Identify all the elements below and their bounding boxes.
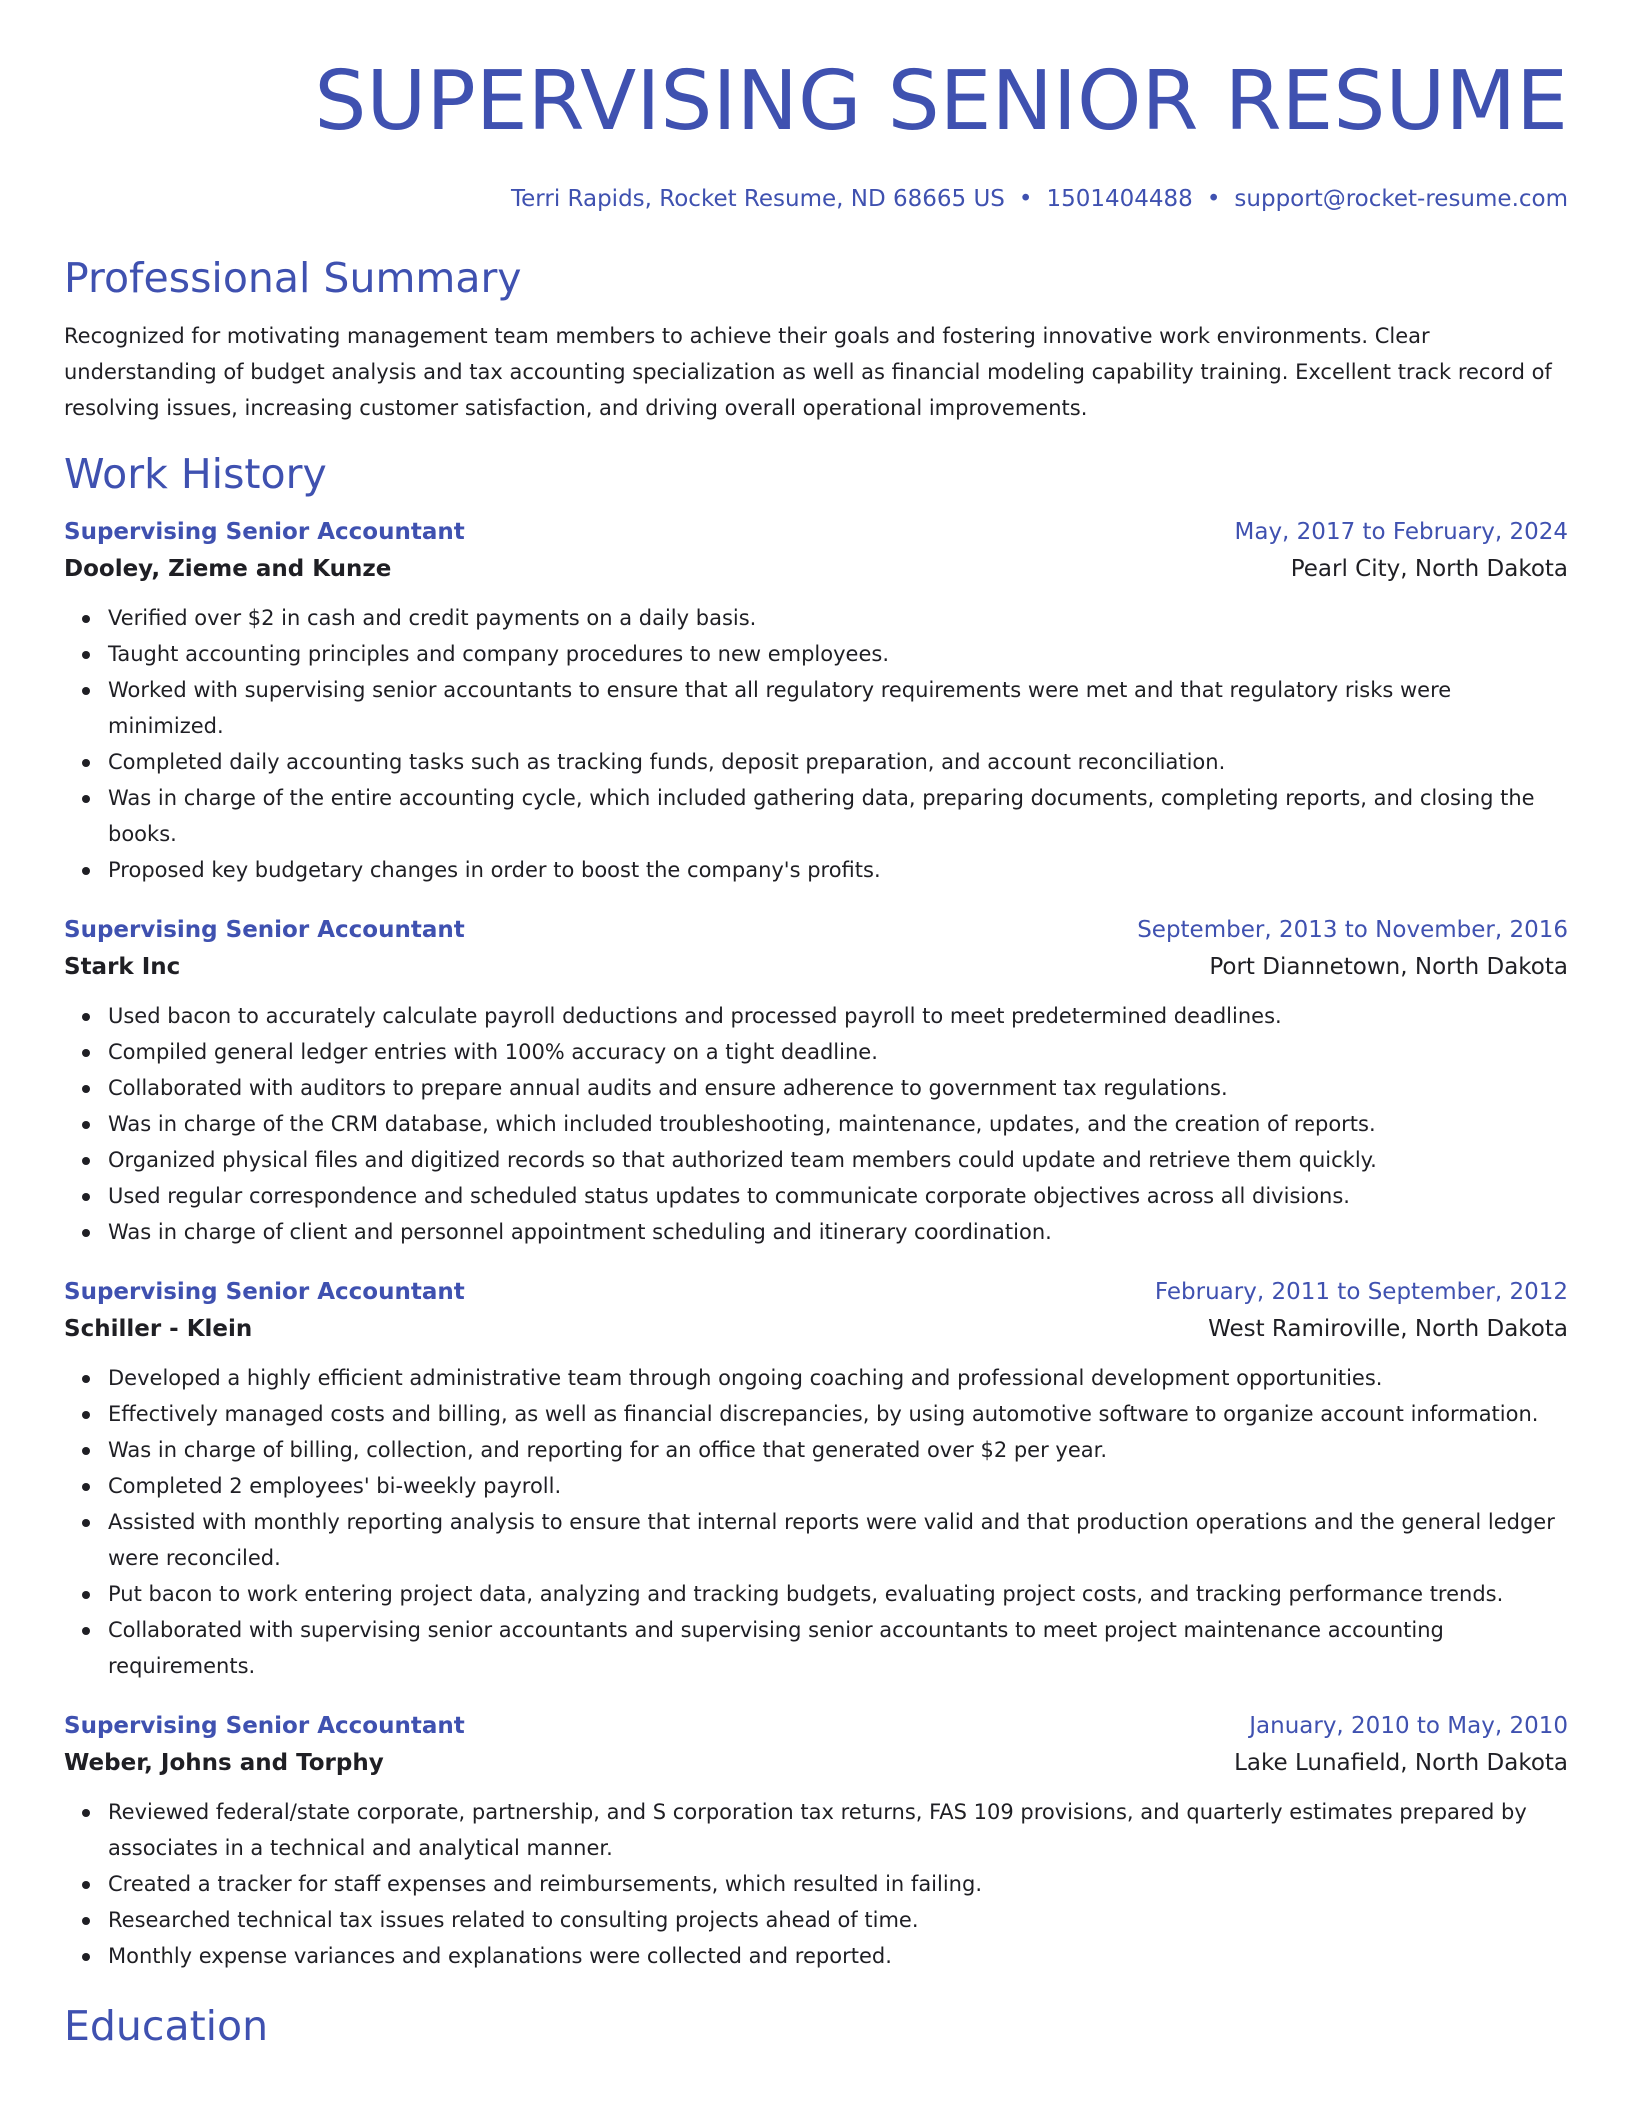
job-header bbox=[64, 1274, 1568, 1310]
job-title: Supervising Senior Accountant bbox=[64, 917, 465, 943]
job-entry bbox=[64, 912, 1568, 1250]
job-title: Supervising Senior Accountant bbox=[64, 1713, 465, 1739]
contact-phone: 1501404488 bbox=[1046, 186, 1193, 212]
job-company: Weber, Johns and Torphy bbox=[64, 1750, 384, 1776]
section-heading-summary: Professional Summary bbox=[64, 254, 522, 302]
job-header bbox=[64, 1708, 1568, 1744]
resume-title: SUPERVISING SENIOR RESUME bbox=[314, 54, 1568, 149]
job-entry bbox=[64, 514, 1568, 888]
job-bullet: Completed daily accounting tasks such as tracking funds, deposit preparation, and account reconciliation. bbox=[108, 744, 1568, 780]
job-bullet: Reviewed federal/state corporate, partnership, and S corporation tax returns, FAS 109 provisions, and quarterly estimates prepared by associates in a technical and analytical manner. bbox=[108, 1794, 1568, 1866]
job-bullet: Monthly expense variances and explanations were collected and reported. bbox=[108, 1938, 1568, 1974]
job-bullet-list bbox=[64, 600, 1568, 888]
job-bullet: Compiled general ledger entries with 100% accuracy on a tight deadline. bbox=[108, 1034, 1568, 1070]
contact-separator: • bbox=[1018, 186, 1033, 212]
job-company: Schiller - Klein bbox=[64, 1316, 253, 1342]
job-location: West Ramiroville, North Dakota bbox=[1208, 1316, 1568, 1342]
job-bullet: Researched technical tax issues related to consulting projects ahead of time. bbox=[108, 1902, 1568, 1938]
job-bullet: Put bacon to work entering project data, analyzing and tracking budgets, evaluating project costs, and tracking performance trends. bbox=[108, 1576, 1568, 1612]
job-bullet-list bbox=[64, 1360, 1568, 1684]
job-company-row bbox=[64, 1310, 1568, 1348]
summary-text: Recognized for motivating management team members to achieve their goals and fostering innovative work environments. Clear understanding of budget analysis and tax accounting specialization as well as financial modeling capability training. Excellent track record of resolving issues, increasing customer satisfaction, and driving overall operational improvements. bbox=[64, 324, 1552, 420]
job-header bbox=[64, 912, 1568, 948]
job-location: Lake Lunafield, North Dakota bbox=[1234, 1750, 1568, 1776]
job-bullet: Taught accounting principles and company procedures to new employees. bbox=[108, 636, 1568, 672]
job-company: Stark Inc bbox=[64, 954, 181, 980]
job-bullet: Was in charge of the entire accounting cycle, which included gathering data, preparing documents, completing reports, and closing the books. bbox=[108, 780, 1568, 852]
job-bullet: Verified over $2 in cash and credit payments on a daily basis. bbox=[108, 600, 1568, 636]
job-bullet: Developed a highly efficient administrative team through ongoing coaching and professional development opportunities. bbox=[108, 1360, 1568, 1396]
job-location: Pearl City, North Dakota bbox=[1290, 556, 1568, 582]
job-bullet: Collaborated with auditors to prepare annual audits and ensure adherence to government tax regulations. bbox=[108, 1070, 1568, 1106]
job-entry bbox=[64, 1274, 1568, 1684]
job-dates: September, 2013 to November, 2016 bbox=[1137, 917, 1568, 943]
job-company: Dooley, Zieme and Kunze bbox=[64, 556, 392, 582]
job-location: Port Diannetown, North Dakota bbox=[1209, 954, 1568, 980]
job-bullet: Assisted with monthly reporting analysis to ensure that internal reports were valid and that production operations and the general ledger were reconciled. bbox=[108, 1504, 1568, 1576]
job-bullet: Worked with supervising senior accountants to ensure that all regulatory requirements were met and that regulatory risks were minimized. bbox=[108, 672, 1568, 744]
contact-email[interactable]: support@rocket-resume.com bbox=[1234, 186, 1568, 212]
job-bullet-list bbox=[64, 1794, 1568, 1974]
contact-address: Terri Rapids, Rocket Resume, ND 68665 US bbox=[511, 186, 1005, 212]
job-dates: February, 2011 to September, 2012 bbox=[1154, 1279, 1568, 1305]
job-header bbox=[64, 514, 1568, 550]
job-bullet: Completed 2 employees' bi-weekly payroll. bbox=[108, 1468, 1568, 1504]
job-bullet: Used regular correspondence and scheduled status updates to communicate corporate objectives across all divisions. bbox=[108, 1178, 1568, 1214]
job-company-row bbox=[64, 948, 1568, 986]
job-bullet: Organized physical files and digitized records so that authorized team members could update and retrieve them quickly. bbox=[108, 1142, 1568, 1178]
job-bullet: Was in charge of billing, collection, and reporting for an office that generated over $2 per year. bbox=[108, 1432, 1568, 1468]
job-bullet: Was in charge of the CRM database, which included troubleshooting, maintenance, updates, and the creation of reports. bbox=[108, 1106, 1568, 1142]
job-company-row bbox=[64, 1744, 1568, 1782]
job-bullet: Collaborated with supervising senior accountants and supervising senior accountants to meet project maintenance accounting requirements. bbox=[108, 1612, 1568, 1684]
job-company-row bbox=[64, 550, 1568, 588]
resume-page bbox=[64, 0, 1568, 2052]
job-dates: January, 2010 to May, 2010 bbox=[1249, 1713, 1568, 1739]
job-title: Supervising Senior Accountant bbox=[64, 1279, 465, 1305]
contact-separator: • bbox=[1206, 186, 1221, 212]
job-bullet: Created a tracker for staff expenses and reimbursements, which resulted in failing. bbox=[108, 1866, 1568, 1902]
section-heading-education: Education bbox=[64, 2002, 269, 2050]
job-bullet: Proposed key budgetary changes in order to boost the company's profits. bbox=[108, 852, 1568, 888]
job-entry bbox=[64, 1708, 1568, 1974]
job-title: Supervising Senior Accountant bbox=[64, 519, 465, 545]
job-bullet: Effectively managed costs and billing, as well as financial discrepancies, by using automotive software to organize account information. bbox=[108, 1396, 1568, 1432]
section-heading-work-history: Work History bbox=[64, 450, 327, 498]
job-dates: May, 2017 to February, 2024 bbox=[1234, 519, 1568, 545]
contact-line bbox=[64, 184, 1568, 214]
job-bullet-list bbox=[64, 998, 1568, 1250]
job-bullet: Used bacon to accurately calculate payroll deductions and processed payroll to meet predetermined deadlines. bbox=[108, 998, 1568, 1034]
job-bullet: Was in charge of client and personnel appointment scheduling and itinerary coordination. bbox=[108, 1214, 1568, 1250]
